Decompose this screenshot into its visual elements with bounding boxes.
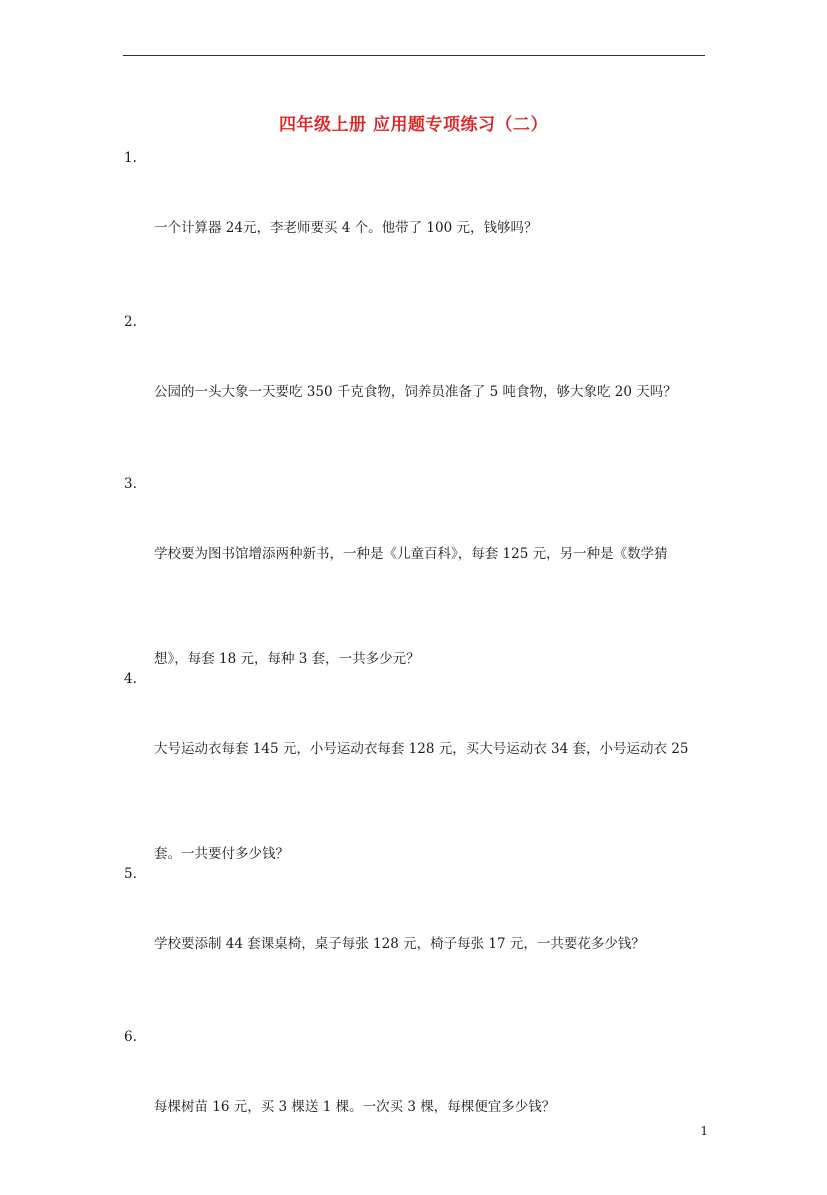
question-line: 每棵树苗 16 元，买 3 棵送 1 棵。一次买 3 棵，每棵便宜多少钱？ <box>154 1099 556 1115</box>
question-number: 3. <box>124 476 137 492</box>
question-line: 学校要为图书馆增添两种新书，一种是《儿童百科》，每套 125 元，另一种是《数学猜 <box>154 546 668 562</box>
question-6 <box>124 1020 709 1195</box>
question-line: 套。一共要付多少钱？ <box>154 846 289 862</box>
question-5 <box>124 857 709 1032</box>
question-line: 学校要添制 44 套课桌椅，桌子每张 128 元，椅子每张 17 元，一共要花多少钱？ <box>154 936 645 952</box>
question-text <box>154 141 709 316</box>
question-line: 想》，每套 18 元，每种 3 套，一共多少元？ <box>154 651 420 667</box>
question-number: 4. <box>124 671 137 687</box>
question-number: 6. <box>124 1029 137 1045</box>
question-number: 5. <box>124 866 137 882</box>
header-rule <box>123 55 705 56</box>
worksheet-title: 四年级上册 应用题专项练习（二） <box>279 115 548 135</box>
page-number: 1 <box>700 1124 708 1138</box>
question-number: 2. <box>124 314 137 330</box>
question-text <box>154 1020 709 1195</box>
question-1 <box>124 141 709 316</box>
question-line: 大号运动衣每套 145 元，小号运动衣每套 128 元，买大号运动衣 34 套，小号运动衣 25 <box>154 741 689 757</box>
question-2 <box>124 305 709 480</box>
question-line: 公园的一头大象一天要吃 350 千克食物，饲养员准备了 5 吨食物，够大象吃 20 天吗？ <box>154 384 677 400</box>
question-line: 一个计算器 24元，李老师要买 4 个。他带了 100 元，钱够吗？ <box>154 220 538 236</box>
question-number: 1. <box>124 150 137 166</box>
question-text <box>154 305 709 480</box>
question-text <box>154 857 709 1032</box>
